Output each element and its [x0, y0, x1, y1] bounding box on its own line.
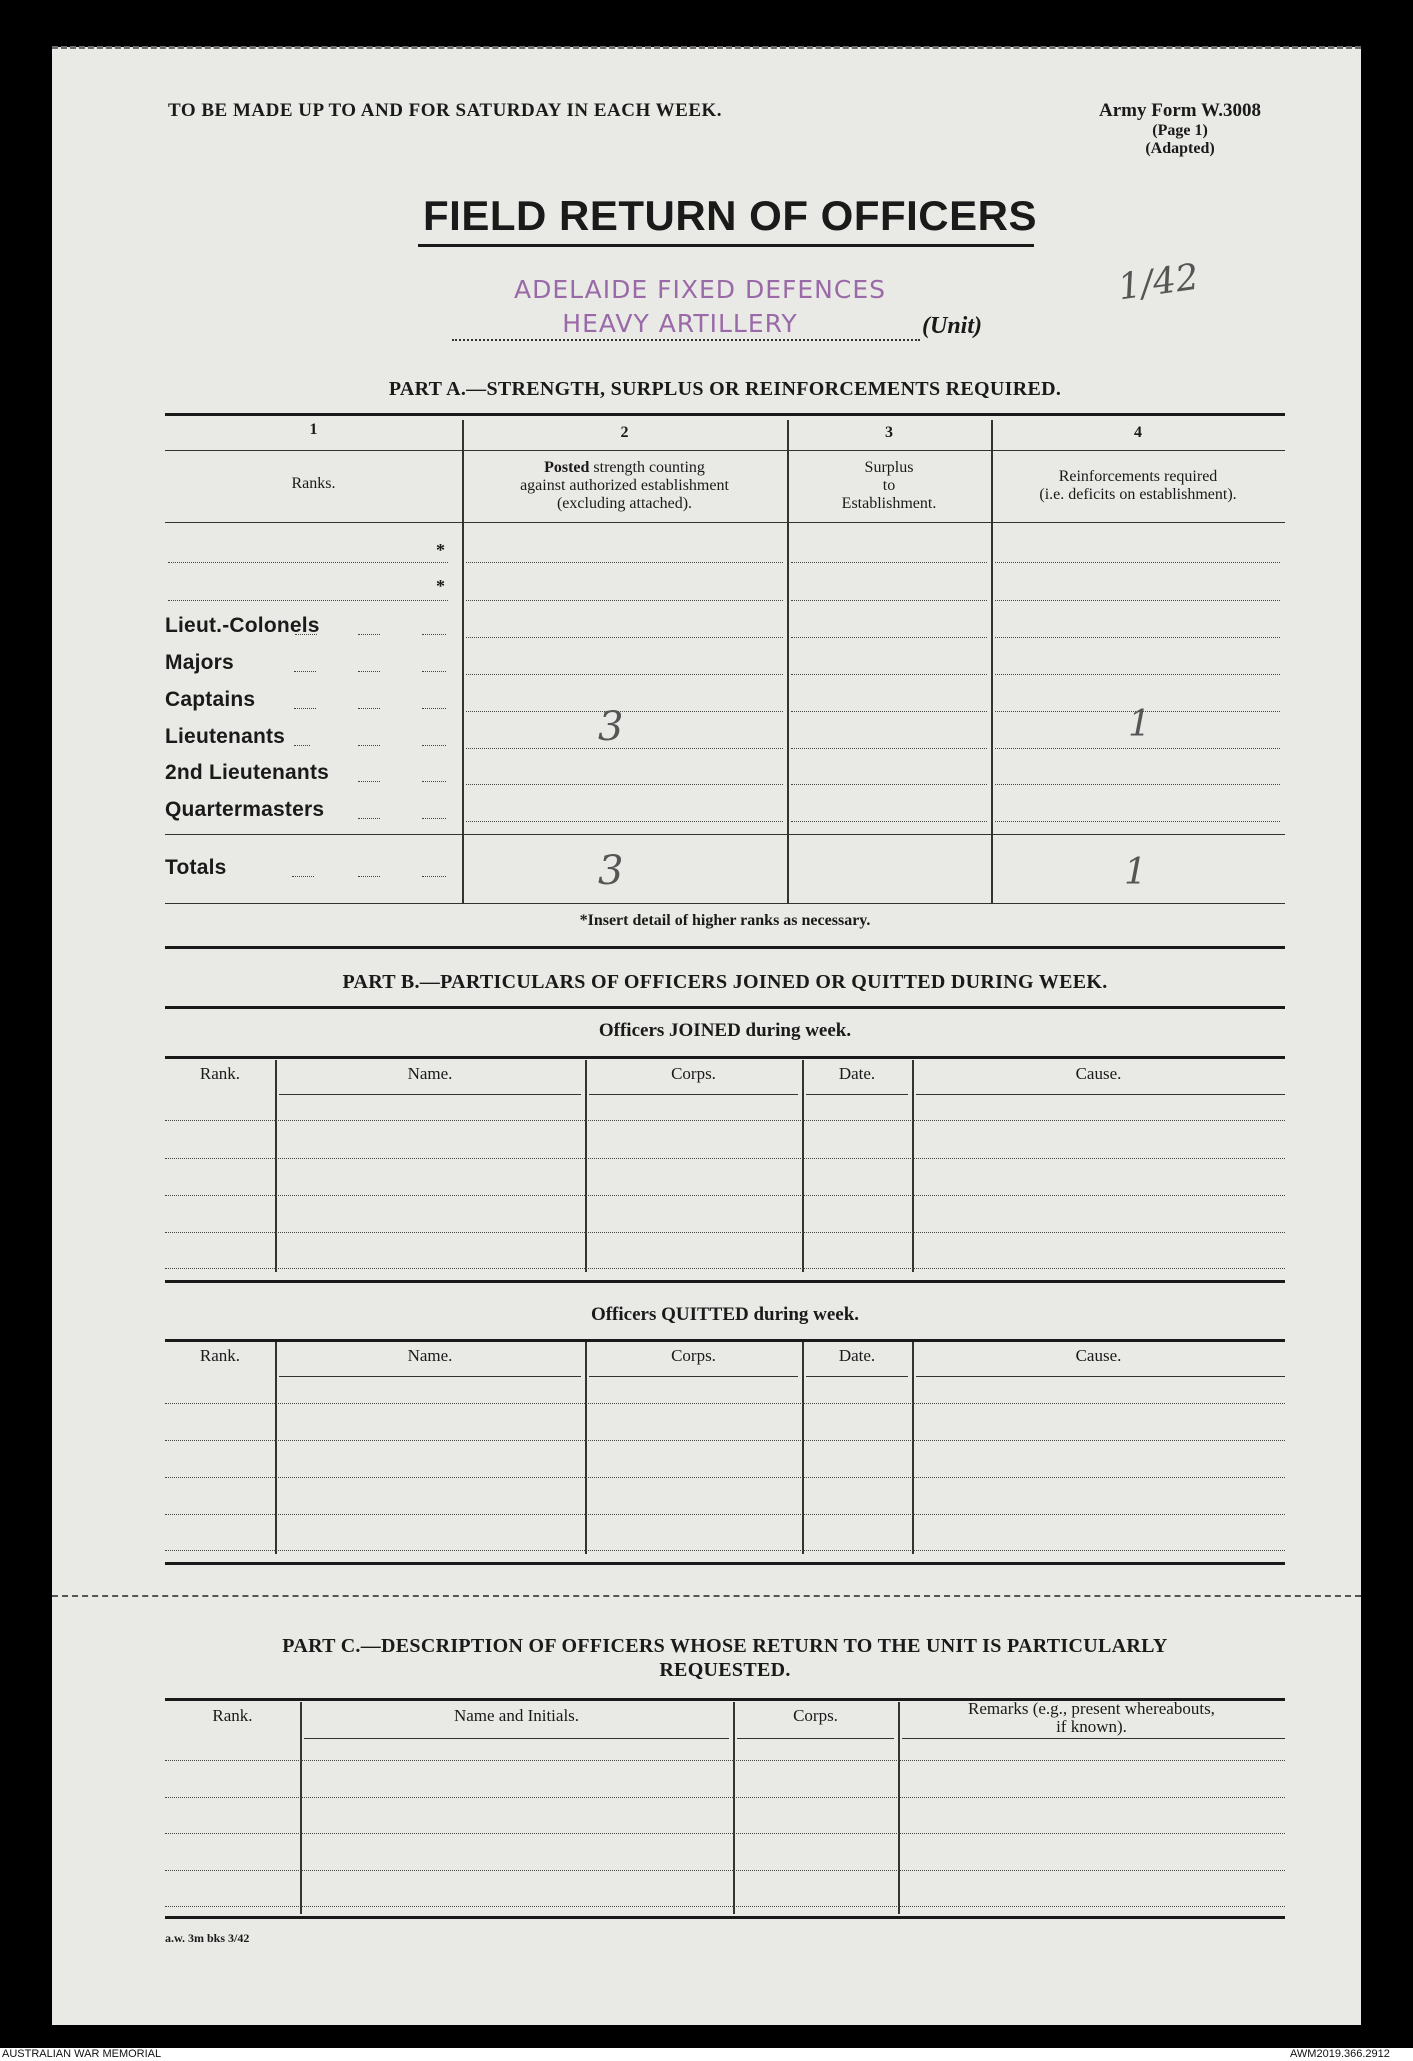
weekly-instruction: TO BE MADE UP TO AND FOR SATURDAY IN EACH WEEK. — [168, 100, 723, 121]
quitted-col-date: Date. — [838, 1346, 876, 1365]
posted-bold: Posted — [544, 459, 590, 476]
title-underline — [418, 244, 1034, 247]
part-c-bottom-rule — [165, 1916, 1285, 1919]
unit-label: (Unit) — [922, 313, 982, 339]
part-b-title: PART B.—PARTICULARS OF OFFICERS JOINED OR QUITTED DURING WEEK. — [342, 971, 1108, 993]
quitted-bottom-rule — [165, 1562, 1285, 1565]
col-ranks-header: Ranks. — [291, 475, 336, 492]
part-c-vline — [733, 1702, 735, 1914]
form-page: (Page 1) — [1152, 122, 1208, 139]
col-number-3: 3 — [885, 424, 893, 441]
joined-col-rank: Rank. — [199, 1064, 241, 1083]
leader-dots — [358, 818, 380, 819]
part-a-footnote: *Insert detail of higher ranks as necessary. — [579, 912, 871, 929]
totals-top-rule — [165, 834, 1285, 835]
part-a-end-rule — [165, 946, 1285, 949]
part-b-top-rule — [165, 1006, 1285, 1009]
reinf-line1: Reinforcements required — [1058, 468, 1218, 485]
reinf-line2: (i.e. deficits on establishment). — [1039, 486, 1237, 503]
posted-line2: against authorized establishment — [520, 477, 729, 494]
totals-posted: 3 — [598, 848, 624, 894]
unit-stamp-line2: HEAVY ARTILLERY — [562, 309, 798, 338]
leader-dots — [358, 781, 380, 782]
leader-dots — [295, 634, 317, 635]
star-row-1-marker: * — [436, 540, 445, 560]
archive-accession-number: AWM2019.366.2912 — [1290, 2048, 1390, 2060]
part-c-col-remarks — [898, 1700, 1285, 1736]
leader-dots — [358, 745, 380, 746]
part-a-title: PART A.—STRENGTH, SURPLUS OR REINFORCEMENTS REQUIRED. — [388, 378, 1062, 400]
joined-vline — [275, 1060, 277, 1272]
leader-dots — [422, 876, 446, 877]
part-c-vline — [300, 1702, 302, 1914]
leader-dots — [358, 634, 380, 635]
leader-dots — [292, 876, 314, 877]
part-c-title — [165, 1634, 1285, 1682]
totals-label: Totals — [165, 856, 227, 879]
handwritten-reference: 1/42 — [1115, 256, 1202, 309]
quitted-col-name: Name. — [407, 1346, 453, 1365]
surplus-line1: Surplus — [864, 459, 914, 476]
part-c-title-line1: PART C.—DESCRIPTION OF OFFICERS WHOSE RETURN TO THE UNIT IS PARTICULARLY — [282, 1635, 1168, 1657]
part-a-vline-3 — [991, 420, 993, 903]
lieutenants-posted: 3 — [598, 704, 624, 750]
leader-dots — [294, 708, 316, 709]
leader-dots — [422, 671, 446, 672]
surplus-line2: to — [882, 477, 896, 494]
col-number-2: 2 — [620, 424, 629, 441]
perforation-middle — [52, 1595, 1361, 1597]
part-a-vline-2 — [787, 420, 789, 903]
surplus-line3: Establishment. — [841, 495, 937, 512]
leader-dots — [294, 671, 316, 672]
leader-dots — [358, 708, 380, 709]
rank-lieut-colonels: Lieut.-Colonels — [165, 614, 320, 637]
part-a-top-rule — [165, 413, 1285, 416]
part-c-col-rank: Rank. — [212, 1706, 253, 1725]
quitted-vline — [802, 1342, 804, 1554]
leader-dots — [358, 876, 380, 877]
joined-col-date: Date. — [838, 1064, 876, 1083]
joined-header-rule — [165, 1056, 1285, 1059]
joined-vline — [585, 1060, 587, 1272]
col-header-rule — [165, 522, 1285, 523]
part-c-vline — [898, 1702, 900, 1914]
leader-dots — [422, 745, 446, 746]
col-surplus-header — [787, 459, 991, 513]
rank-lieutenants: Lieutenants — [165, 725, 286, 748]
joined-bottom-rule — [165, 1280, 1285, 1283]
part-a-bottom-rule — [165, 903, 1285, 904]
remarks-line2: if known). — [1056, 1717, 1127, 1736]
form-number-block — [1070, 100, 1290, 158]
rank-2nd-lieutenants: 2nd Lieutenants — [165, 761, 330, 784]
star-row-2-marker: * — [436, 576, 445, 596]
rank-quartermasters: Quartermasters — [165, 798, 325, 821]
joined-vline — [802, 1060, 804, 1272]
quitted-vline — [585, 1342, 587, 1554]
part-c-col-name: Name and Initials. — [453, 1706, 580, 1725]
remarks-line1: Remarks (e.g., present whereabouts, — [968, 1699, 1215, 1718]
col-number-rule — [165, 450, 1285, 451]
print-code: a.w. 3m bks 3/42 — [165, 1931, 250, 1945]
leader-dots — [422, 781, 446, 782]
part-c-title-line2: REQUESTED. — [659, 1659, 791, 1681]
quitted-col-corps: Corps. — [671, 1346, 716, 1365]
joined-vline — [912, 1060, 914, 1272]
col-posted-header — [462, 459, 787, 513]
quitted-vline — [912, 1342, 914, 1554]
form-adapted: (Adapted) — [1145, 140, 1215, 157]
lieutenants-reinforcements: 1 — [1128, 704, 1151, 745]
col-reinforcements-header — [991, 468, 1285, 504]
form-number: Army Form W.3008 — [1098, 100, 1261, 121]
leader-dots — [422, 818, 446, 819]
leader-dots — [422, 708, 446, 709]
quitted-vline — [275, 1342, 277, 1554]
totals-reinforcements: 1 — [1124, 852, 1147, 893]
joined-col-corps: Corps. — [671, 1064, 716, 1083]
rank-majors: Majors — [165, 651, 234, 674]
star-row-1-dots — [168, 562, 448, 563]
leader-dots — [294, 745, 310, 746]
leader-dots — [422, 634, 446, 635]
archive-institution: AUSTRALIAN WAR MEMORIAL — [2, 2048, 162, 2060]
quitted-col-rank: Rank. — [199, 1346, 241, 1365]
unit-dotted-line — [452, 339, 920, 341]
col-number-1: 1 — [309, 421, 318, 438]
page-title: FIELD RETURN OF OFFICERS — [423, 192, 1037, 239]
quitted-title: Officers QUITTED during week. — [590, 1304, 860, 1325]
joined-title: Officers JOINED during week. — [598, 1020, 852, 1041]
joined-col-name: Name. — [407, 1064, 453, 1083]
star-row-2-dots — [168, 600, 448, 601]
posted-rest: strength counting — [589, 459, 705, 476]
archive-footer-bar — [0, 2048, 1413, 2061]
rank-captains: Captains — [165, 688, 256, 711]
quitted-col-cause: Cause. — [1075, 1346, 1122, 1365]
quitted-header-rule — [165, 1339, 1285, 1342]
part-a-vline-1 — [462, 420, 464, 903]
leader-dots — [358, 671, 380, 672]
posted-line3: (excluding attached). — [556, 495, 693, 512]
joined-col-cause: Cause. — [1075, 1064, 1122, 1083]
col-number-4: 4 — [1134, 424, 1142, 441]
perforation-top — [52, 46, 1361, 49]
part-c-col-corps: Corps. — [793, 1706, 838, 1725]
unit-stamp-line1: ADELAIDE FIXED DEFENCES — [513, 275, 887, 304]
